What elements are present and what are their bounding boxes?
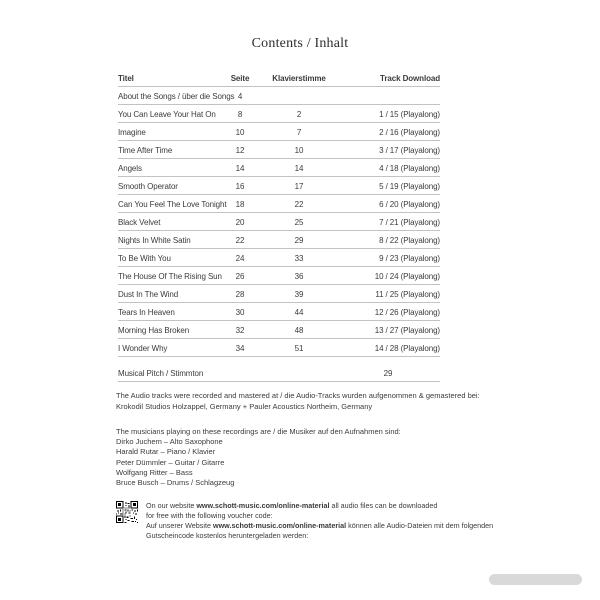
- song-title: Black Velvet: [118, 218, 161, 227]
- track-numbers: 4 / 18 (Playalong): [379, 164, 440, 173]
- col-header-titel: Titel: [118, 74, 134, 83]
- song-title: Time After Time: [118, 146, 173, 155]
- musician-item: Wolfgang Ritter – Bass: [116, 467, 193, 477]
- col-header-track-download: Track Download: [380, 74, 440, 83]
- piano-part-page: 39: [294, 290, 304, 299]
- song-title: Angels: [118, 164, 142, 173]
- book-page-number: 10: [235, 128, 245, 137]
- book-page-number: 30: [235, 308, 245, 317]
- download-url: www.schott-music.com/online-material: [212, 521, 347, 531]
- contents-table: [118, 72, 440, 382]
- musician-item: Bruce Busch – Drums / Schlagzeug: [116, 478, 235, 488]
- piano-part-page: 7: [296, 128, 302, 137]
- col-header-klavierstimme: Klavierstimme: [272, 74, 326, 83]
- song-title: I Wonder Why: [118, 344, 168, 353]
- download-en-prefix: On our website: [146, 501, 197, 511]
- download-text: [146, 501, 493, 541]
- table-row: [118, 177, 440, 195]
- piano-part-page: 2: [296, 110, 302, 119]
- song-title: Dust In The Wind: [118, 290, 179, 299]
- recording-credits-line2: Krokodil Studios Holzappel, Germany + Pauler Acoustics Northeim, Germany: [116, 401, 373, 411]
- table-row: [118, 267, 440, 285]
- musical-pitch-track: 29: [383, 369, 393, 378]
- recording-credits: [116, 391, 484, 412]
- song-title: The House Of The Rising Sun: [118, 272, 222, 281]
- download-block: [116, 501, 494, 541]
- piano-part-page: 25: [294, 218, 304, 227]
- book-page-number: 24: [235, 254, 245, 263]
- book-page-number: 18: [235, 200, 245, 209]
- book-page-number: 14: [235, 164, 245, 173]
- track-numbers: 11 / 25 (Playalong): [375, 290, 440, 299]
- book-page-number: 22: [235, 236, 245, 245]
- col-header-seite: Seite: [230, 74, 250, 83]
- book-page-number: 16: [235, 182, 245, 191]
- track-numbers: 9 / 23 (Playalong): [379, 254, 440, 263]
- piano-part-page: 36: [294, 272, 304, 281]
- book-page-number: 34: [235, 344, 245, 353]
- table-row: [118, 303, 440, 321]
- table-row: [118, 141, 440, 159]
- musician-item: Peter Dümmler – Guitar / Gitarre: [116, 457, 225, 467]
- song-title: Can You Feel The Love Tonight: [118, 200, 227, 209]
- table-row: [118, 195, 440, 213]
- piano-part-page: 33: [294, 254, 304, 263]
- track-numbers: 1 / 15 (Playalong): [379, 110, 440, 119]
- download-de-prefix: Auf unserer Website: [146, 521, 213, 531]
- book-page-number: 20: [235, 218, 245, 227]
- image-carousel-scrollbar[interactable]: [489, 574, 582, 585]
- piano-part-page: 44: [294, 308, 304, 317]
- piano-part-page: 22: [294, 200, 304, 209]
- download-url: www.schott-music.com/online-material: [196, 501, 330, 511]
- recording-credits-line1: The Audio tracks were recorded and mastered at / die Audio-Tracks wurden aufgenommen & gemastered bei:: [116, 391, 480, 400]
- piano-part-page: 17: [294, 182, 304, 191]
- song-title: Nights In White Satin: [118, 236, 191, 245]
- musical-pitch-label: Musical Pitch / Stimmton: [118, 369, 204, 378]
- piano-part-page: 14: [294, 164, 304, 173]
- download-en-line2: for free with the following voucher code:: [146, 511, 273, 521]
- table-row: [118, 231, 440, 249]
- book-page-number: 12: [235, 146, 245, 155]
- song-title: Tears In Heaven: [118, 308, 175, 317]
- table-row: [118, 249, 440, 267]
- track-numbers: 7 / 21 (Playalong): [379, 218, 440, 227]
- download-de-suffix: können alle Audio-Dateien mit dem folgenden: [346, 521, 494, 531]
- table-row: [118, 213, 440, 231]
- song-title: Morning Has Broken: [118, 326, 190, 335]
- track-numbers: 8 / 22 (Playalong): [379, 236, 440, 245]
- table-row: [118, 105, 440, 123]
- book-page-number: 28: [235, 290, 245, 299]
- book-page-number: 8: [237, 110, 243, 119]
- track-numbers: 12 / 26 (Playalong): [374, 308, 440, 317]
- download-en-line1: [146, 501, 493, 511]
- table-row: [118, 321, 440, 339]
- book-page-number: 4: [237, 92, 243, 101]
- piano-part-page: 10: [294, 146, 304, 155]
- track-numbers: 2 / 16 (Playalong): [379, 128, 440, 137]
- page-title: Contents / Inhalt: [251, 36, 349, 51]
- track-numbers: 13 / 27 (Playalong): [374, 326, 440, 335]
- table-row: [118, 87, 440, 105]
- song-title: Smooth Operator: [118, 182, 178, 191]
- table-row: [118, 123, 440, 141]
- track-numbers: 10 / 24 (Playalong): [374, 272, 440, 281]
- song-title: To Be With You: [118, 254, 171, 263]
- track-numbers: 14 / 28 (Playalong): [374, 344, 440, 353]
- table-row: [118, 159, 440, 177]
- download-de-line2: Gutscheincode kostenlos heruntergeladen werden:: [146, 531, 309, 541]
- song-title: Imagine: [118, 128, 146, 137]
- musical-pitch-row: [118, 364, 440, 382]
- piano-part-page: 51: [294, 344, 304, 353]
- musicians-intro: The musicians playing on these recordings are / die Musiker auf den Aufnahmen sind:: [116, 427, 401, 436]
- piano-part-page: 29: [294, 236, 304, 245]
- book-page-number: 26: [235, 272, 245, 281]
- piano-part-page: 48: [294, 326, 304, 335]
- download-de-line1: [146, 521, 493, 531]
- track-numbers: 3 / 17 (Playalong): [379, 146, 440, 155]
- book-page-number: 32: [235, 326, 245, 335]
- musician-item: Dirko Juchem – Alto Saxophone: [116, 437, 223, 447]
- download-en-suffix: all audio files can be downloaded: [329, 501, 438, 511]
- table-row: [118, 339, 440, 357]
- song-title: You Can Leave Your Hat On: [118, 110, 216, 119]
- table-header-row: [118, 72, 440, 87]
- contents-page: [116, 0, 494, 541]
- track-numbers: 5 / 19 (Playalong): [379, 182, 440, 191]
- qr-code-icon: [116, 501, 138, 523]
- track-numbers: 6 / 20 (Playalong): [379, 200, 440, 209]
- song-title: About the Songs / über die Songs: [118, 92, 235, 101]
- musician-item: Harald Rutar – Piano / Klavier: [116, 447, 216, 457]
- table-row: [118, 285, 440, 303]
- musicians-block: [116, 427, 484, 488]
